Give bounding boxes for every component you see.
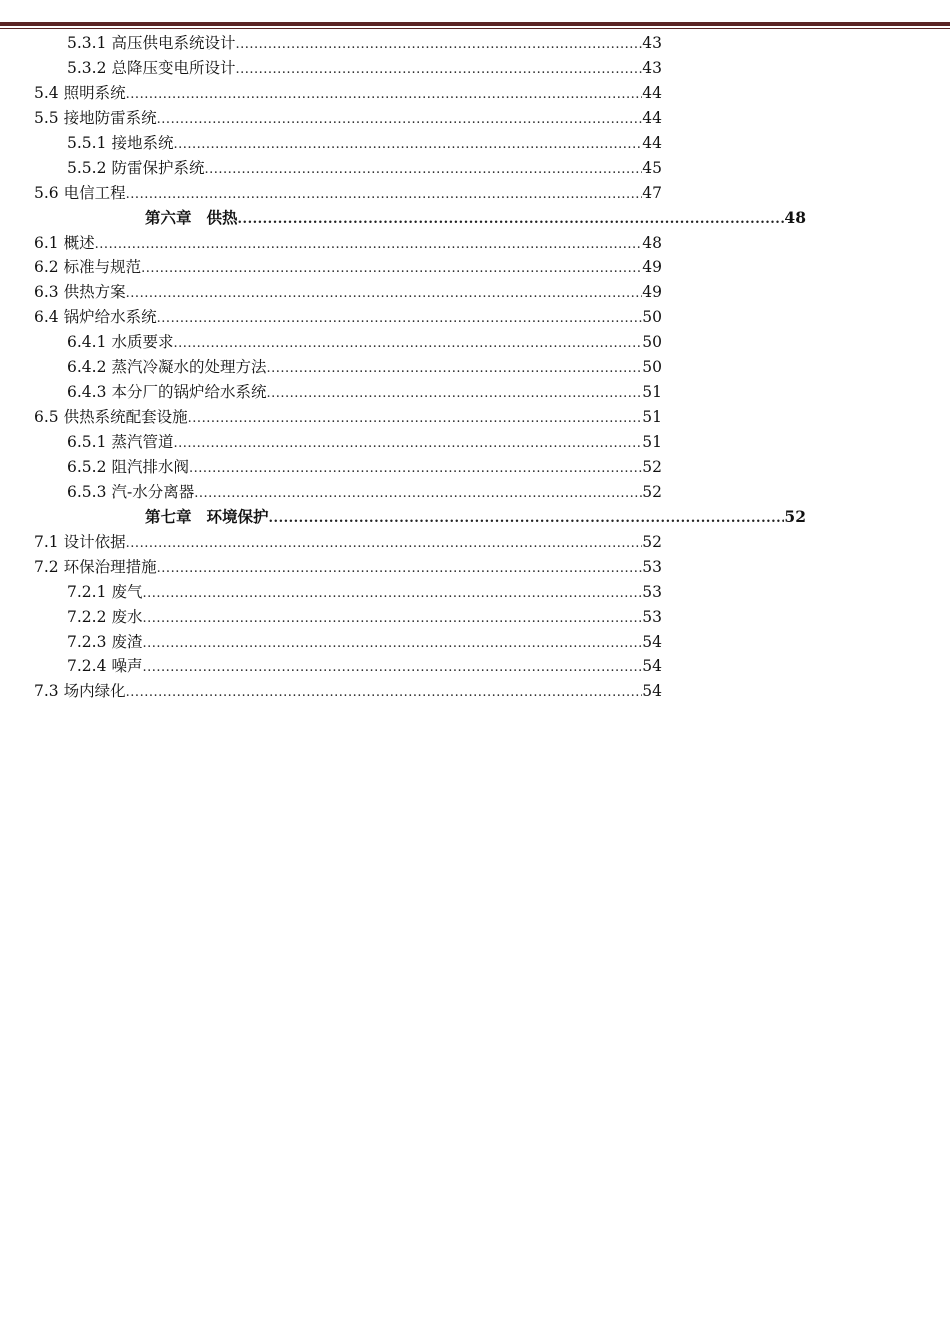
toc-entry[interactable] (0, 380, 950, 405)
toc-entry-number: 6.4 (34, 308, 59, 327)
toc-page-number: 52 (642, 482, 662, 501)
toc-page-number: 52 (642, 457, 662, 476)
toc-entry-title (67, 630, 142, 655)
toc-entry-number: 6.5 (34, 408, 59, 427)
toc-dot-leader (173, 133, 642, 158)
toc-entry-text: 总降压变电所设计 (111, 58, 236, 77)
header-rule (0, 22, 950, 26)
toc-page-number: 50 (642, 333, 662, 352)
toc-entry-text: 供热方案 (63, 283, 126, 302)
toc-entry-text: 电信工程 (63, 183, 126, 202)
toc-entry-title (67, 355, 266, 380)
toc-entry[interactable] (0, 330, 950, 355)
toc-entry[interactable] (0, 81, 950, 106)
toc-entry[interactable] (0, 131, 950, 156)
toc-page-number: 48 (784, 207, 806, 227)
toc-page-number: 45 (642, 158, 662, 177)
toc-entry-text: 概述 (63, 233, 95, 252)
toc-entry-number: 5.5.2 (67, 158, 107, 177)
toc-entry-title (145, 505, 269, 530)
toc-entry[interactable] (0, 605, 950, 630)
toc-entry[interactable] (0, 231, 950, 256)
toc-page-number: 51 (642, 383, 662, 402)
toc-page-number: 53 (642, 557, 662, 576)
toc-entry[interactable] (0, 355, 950, 380)
toc-entry[interactable] (0, 305, 950, 330)
toc-entry-title (67, 480, 194, 505)
toc-page-number: 43 (642, 34, 662, 52)
toc-entry[interactable] (0, 580, 950, 605)
toc-dot-leader (142, 656, 642, 681)
toc-page-number: 54 (642, 682, 662, 701)
toc-entry-number: 6.1 (34, 233, 59, 252)
toc-entry-number: 7.2.4 (67, 657, 107, 676)
table-of-contents (0, 31, 950, 704)
toc-entry-text: 汽-水分离器 (111, 482, 195, 501)
toc-entry[interactable] (0, 156, 950, 181)
toc-dot-leader (235, 33, 642, 58)
toc-entry-number: 第七章 (145, 506, 192, 526)
toc-entry[interactable] (0, 530, 950, 555)
toc-entry-title (67, 605, 142, 630)
toc-entry-text: 供热 (206, 207, 238, 227)
toc-entry-text: 供热系统配套设施 (63, 408, 188, 427)
toc-entry-title (67, 156, 204, 181)
toc-entry-title (34, 106, 157, 131)
toc-chapter-heading[interactable] (0, 206, 950, 231)
toc-entry[interactable] (0, 181, 950, 206)
toc-dot-leader (126, 83, 643, 108)
toc-dot-leader (126, 282, 643, 307)
toc-page-number: 50 (642, 358, 662, 377)
toc-entry-title (34, 405, 188, 430)
toc-page-number: 53 (642, 582, 662, 601)
toc-entry-title (67, 131, 173, 156)
toc-dot-leader (189, 457, 642, 482)
toc-entry-text: 场内绿化 (63, 682, 126, 701)
toc-dot-leader (269, 507, 785, 532)
toc-entry-text: 设计依据 (63, 532, 126, 551)
toc-entry-title (34, 81, 126, 106)
toc-entry[interactable] (0, 255, 950, 280)
toc-entry-text: 阻汽排水阀 (111, 457, 189, 476)
toc-entry-text: 水质要求 (111, 333, 174, 352)
toc-entry[interactable] (0, 280, 950, 305)
toc-entry-number: 6.5.1 (67, 433, 107, 451)
toc-entry-title (67, 56, 235, 81)
toc-entry-number: 6.4.2 (67, 358, 107, 377)
toc-entry-title (67, 654, 142, 679)
toc-entry-title (34, 231, 95, 256)
toc-entry-title (34, 255, 141, 280)
toc-entry-text: 环保治理措施 (63, 557, 157, 576)
toc-page-number: 49 (642, 283, 662, 302)
toc-entry-title (67, 380, 266, 405)
toc-entry-number: 7.1 (34, 532, 59, 551)
toc-entry-text: 环境保护 (206, 506, 269, 526)
toc-entry-title (67, 330, 173, 355)
toc-dot-leader (157, 307, 643, 332)
toc-entry-title (34, 305, 157, 330)
toc-entry[interactable] (0, 56, 950, 81)
toc-page-number: 51 (642, 408, 662, 427)
toc-entry-title (67, 31, 235, 56)
toc-entry-number: 6.5.2 (67, 457, 107, 476)
toc-dot-leader (142, 607, 642, 632)
toc-entry[interactable] (0, 106, 950, 131)
toc-entry-text: 照明系统 (63, 83, 126, 102)
toc-page-number: 52 (784, 506, 806, 526)
toc-entry-title (34, 181, 126, 206)
toc-dot-leader (142, 582, 642, 607)
toc-dot-leader (173, 432, 642, 457)
toc-page-number: 44 (642, 133, 662, 152)
toc-page-number: 54 (642, 632, 662, 651)
toc-entry[interactable] (0, 31, 950, 56)
toc-entry-text: 本分厂的锅炉给水系统 (111, 383, 267, 402)
toc-entry-number: 5.4 (34, 83, 59, 102)
toc-entry-title (34, 530, 126, 555)
toc-page-number: 44 (642, 83, 662, 102)
toc-entry-number: 6.5.3 (67, 482, 107, 501)
toc-entry-title (67, 455, 189, 480)
toc-entry-text: 废渣 (111, 632, 143, 651)
toc-entry-number: 7.2.1 (67, 582, 107, 601)
toc-entry-text: 噪声 (111, 657, 143, 676)
toc-entry-number: 6.3 (34, 283, 59, 302)
toc-dot-leader (157, 557, 643, 582)
toc-entry-title (34, 280, 126, 305)
toc-dot-leader (238, 208, 785, 233)
toc-entry-number: 7.2.3 (67, 632, 107, 651)
toc-page-number: 44 (642, 108, 662, 127)
toc-entry-number: 5.3.2 (67, 58, 107, 77)
toc-page-number: 54 (642, 657, 662, 676)
toc-entry-text: 高压供电系统设计 (111, 34, 236, 52)
toc-entry-title (145, 206, 238, 231)
toc-entry[interactable] (0, 405, 950, 430)
toc-entry-number: 6.4.1 (67, 333, 107, 352)
toc-page-number: 51 (642, 433, 662, 451)
toc-chapter-heading[interactable] (0, 505, 950, 530)
toc-entry[interactable] (0, 679, 950, 704)
toc-entry[interactable] (0, 654, 950, 679)
toc-entry-text: 接地系统 (111, 133, 174, 152)
toc-page-number: 47 (642, 183, 662, 202)
toc-entry-number: 5.6 (34, 183, 59, 202)
toc-dot-leader (266, 357, 642, 382)
toc-entry-number: 7.2 (34, 557, 59, 576)
toc-entry-number: 6.4.3 (67, 383, 107, 402)
toc-entry[interactable] (0, 630, 950, 655)
toc-page-number: 49 (642, 258, 662, 277)
toc-entry[interactable] (0, 455, 950, 480)
toc-entry-text: 蒸汽冷凝水的处理方法 (111, 358, 267, 377)
toc-entry[interactable] (0, 480, 950, 505)
toc-page-number: 50 (642, 308, 662, 327)
toc-entry-text: 锅炉给水系统 (63, 308, 157, 327)
toc-dot-leader (126, 183, 643, 208)
toc-dot-leader (157, 108, 643, 133)
toc-entry-number: 5.5 (34, 108, 59, 127)
toc-entry-number: 5.5.1 (67, 133, 107, 152)
toc-dot-leader (188, 407, 643, 432)
toc-dot-leader (95, 233, 643, 258)
toc-dot-leader (173, 332, 642, 357)
toc-entry-text: 防雷保护系统 (111, 158, 205, 177)
toc-entry-number: 6.2 (34, 258, 59, 277)
toc-entry[interactable] (0, 430, 950, 455)
toc-entry-text: 废气 (111, 582, 143, 601)
toc-page-number: 52 (642, 532, 662, 551)
toc-entry-number: 7.2.2 (67, 607, 107, 626)
toc-dot-leader (142, 632, 642, 657)
toc-entry-number: 7.3 (34, 682, 59, 701)
toc-dot-leader (126, 681, 643, 706)
toc-entry-title (34, 555, 157, 580)
toc-dot-leader (204, 158, 642, 183)
toc-dot-leader (141, 257, 642, 282)
toc-dot-leader (126, 532, 643, 557)
toc-page-number: 48 (642, 233, 662, 252)
toc-entry[interactable] (0, 555, 950, 580)
toc-dot-leader (194, 482, 642, 507)
toc-entry-title (67, 430, 173, 455)
header-rule-thin (0, 28, 950, 29)
toc-entry-text: 废水 (111, 607, 143, 626)
toc-dot-leader (235, 58, 642, 83)
toc-entry-title (34, 679, 126, 704)
toc-entry-number: 5.3.1 (67, 34, 107, 52)
toc-page-number: 53 (642, 607, 662, 626)
toc-dot-leader (266, 382, 642, 407)
toc-entry-text: 蒸汽管道 (111, 433, 174, 451)
toc-entry-text: 接地防雷系统 (63, 108, 157, 127)
toc-entry-number: 第六章 (145, 207, 192, 227)
toc-entry-text: 标准与规范 (63, 258, 142, 277)
toc-entry-title (67, 580, 142, 605)
toc-page-number: 43 (642, 58, 662, 77)
